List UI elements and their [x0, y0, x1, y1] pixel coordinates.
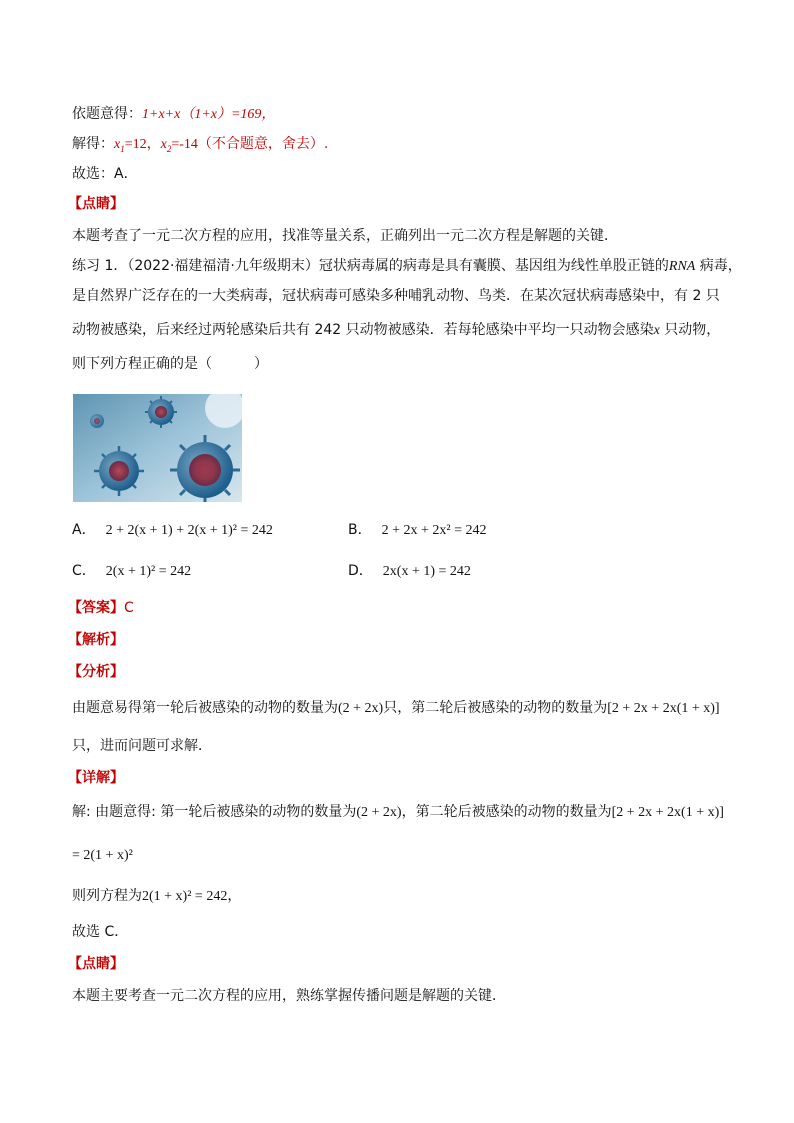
exercise-line-2: 是自然界广泛存在的一大类病毒，冠状病毒可感染多种哺乳动物、鸟类．在某次冠状病毒感染中，有 2 只	[72, 288, 720, 304]
solution-line-2	[72, 134, 328, 159]
reject-note: （不合题意，舍去）.	[197, 136, 329, 152]
analysis-line-1	[72, 698, 720, 719]
exercise-text: 动物被感染，后来经过两轮感染后共有 242 只动物被感染．若每轮感染中平均一只动物会感染	[72, 322, 654, 338]
exercise-text: 练习 1．（2022·福建福清·九年级期末）冠状病毒属的病毒是具有囊膜、基因组为线性单股正链的	[72, 258, 669, 274]
detail-text: ，	[227, 888, 242, 904]
detail-text: ，第二轮后被感染的动物的数量为	[401, 804, 612, 820]
option-b[interactable]	[348, 519, 487, 542]
virus-image	[73, 394, 242, 502]
expr-second-round: [2 + 2x + 2x(1 + x)]	[607, 701, 720, 716]
comment-1: 本题考查了一元二次方程的应用，找准等量关系，正确列出一元二次方程是解题的关键．	[72, 228, 618, 244]
solve-label: 解得：	[72, 136, 114, 152]
detail-line-1	[72, 802, 724, 823]
tag-dianjing-1: 【点睛】	[68, 196, 124, 212]
x1-value: =12，	[124, 137, 161, 152]
x2-var: x	[160, 137, 167, 152]
rna-term: RNA	[668, 259, 696, 274]
analysis-text: 只，第二轮后被感染的动物的数量为	[383, 700, 608, 716]
tag-answer: 【答案】	[68, 600, 124, 616]
detail-equation: = 2(1 + x)²	[72, 848, 133, 863]
comment-2: 本题主要考查一元二次方程的应用，熟练掌握传播问题是解题的关键．	[72, 988, 506, 1004]
expr-second-round: [2 + 2x + 2x(1 + x)]	[611, 805, 724, 820]
solution-label: 依题意得：	[72, 106, 142, 122]
option-label: A．	[72, 522, 96, 538]
option-expr: 2 + 2x + 2x² = 242	[381, 523, 487, 538]
x-var: x	[653, 323, 660, 338]
tag-dianjing-2: 【点睛】	[68, 956, 124, 972]
expr-first-round: (2 + 2x)	[356, 805, 402, 820]
detail-line-3	[72, 886, 241, 907]
exercise-line-4: 则下列方程正确的是（ ）	[72, 356, 268, 372]
tag-xiangjie: 【详解】	[68, 770, 124, 786]
final-equation: 2(1 + x)² = 242	[142, 889, 228, 904]
option-expr: 2(x + 1)² = 242	[105, 564, 192, 579]
option-label: D．	[348, 563, 373, 579]
detail-text: 则列方程为	[72, 888, 142, 904]
option-label: C．	[72, 563, 96, 579]
analysis-line-2: 只，进而问题可求解．	[72, 738, 212, 754]
equation: 1+x+x（1+x）=169，	[142, 107, 276, 122]
option-label: B．	[348, 522, 372, 538]
exercise-text: 只动物，	[659, 322, 721, 338]
conclusion: 故选 C．	[72, 924, 129, 940]
option-c[interactable]	[72, 560, 191, 583]
option-expr: 2 + 2(x + 1) + 2(x + 1)² = 242	[105, 523, 273, 538]
exercise-line-3	[72, 320, 720, 341]
tag-fenxi: 【分析】	[68, 664, 124, 680]
detail-text: 解: 由题意得: 第一轮后被感染的动物的数量为	[72, 804, 357, 820]
expr-first-round: (2 + 2x)	[338, 701, 384, 716]
exercise-text: 病毒，	[695, 258, 742, 274]
answer-value: C	[124, 600, 134, 616]
x2-sub: 2	[166, 143, 172, 154]
analysis-text: 由题意易得第一轮后被感染的动物的数量为	[72, 700, 338, 716]
exercise-line-1	[72, 256, 742, 277]
option-d[interactable]	[348, 560, 471, 583]
option-a[interactable]	[72, 519, 273, 542]
x2-value: =-14	[171, 137, 198, 152]
answer-line	[68, 598, 134, 618]
tag-jiexi: 【解析】	[68, 632, 124, 648]
solution-line-1	[72, 104, 275, 125]
x1-var: x	[114, 137, 121, 152]
solution-choice: 故选：A．	[72, 166, 138, 182]
x1-sub: 1	[120, 143, 125, 154]
option-expr: 2x(x + 1) = 242	[382, 564, 471, 579]
